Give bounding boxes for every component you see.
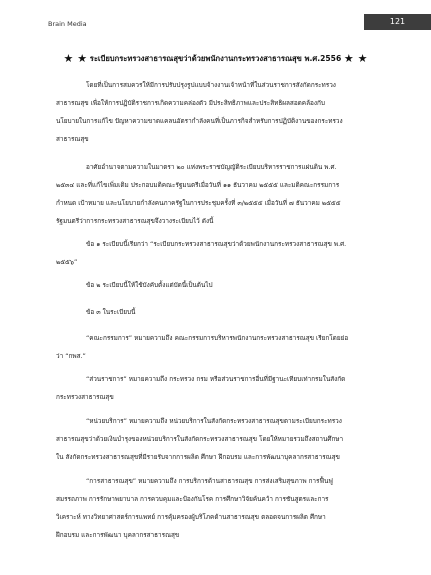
text-line: “คณะกรรมการ” หมายความถึง คณะกรรมการบริหารพนักงานกระทรวงสาธารณสุข เรียกโดยย่อ: [86, 334, 349, 342]
definition-committee: [56, 329, 386, 365]
text-line: “การสาธารณสุข” หมายความถึง การบริการด้านสาธารณสุข การส่งเสริมสุขภาพ การฟื้นฟู: [86, 477, 333, 485]
text-line: สาธารณสุข เพื่อให้การปฏิบัติราชการเกิดความคล่องตัว มีประสิทธิภาพและประสิทธิผลสอดคล้องกับ: [56, 99, 325, 107]
text-line: ข้อ ๓ ในระเบียบนี้: [86, 308, 136, 316]
document-title: [30, 52, 401, 65]
definition-service-unit: [56, 412, 386, 466]
text-line: นโยบายในการแก้ไข ปัญหาความขาดแคลนอัตรากำลังคนที่เป็นภารกิจสำหรับการปฏิบัติงานของกระทรวง: [56, 117, 343, 125]
text-line: ๒๕๕๖”: [56, 258, 78, 266]
paragraph-authority: [56, 158, 386, 230]
text-line: อาศัยอำนาจตามความในมาตรา ๒๐ แห่งพระราชบัญญัติระเบียบบริหารราชการแผ่นดิน พ.ศ.: [86, 163, 337, 171]
text-line: สมรรถภาพ การรักษาพยาบาล การควบคุมและป้องกันโรค การศึกษาวิจัยค้นคว้า การชันสูตรและการ: [56, 495, 329, 503]
publisher-name: Brain Media: [48, 20, 87, 28]
text-line: วิเคราะห์ ทางวิทยาศาสตร์การแพทย์ การคุ้มครองผู้บริโภคด้านสาธารณสุข ตลอดจนการผลิต ศึกษา: [56, 513, 326, 521]
text-line: ว่า “กพส.”: [56, 352, 86, 360]
text-line: ฝึกอบรม และการพัฒนา บุคลากรสาธารณสุข: [56, 531, 180, 539]
text-line: รัฐมนตรีว่าการกระทรวงสาธารณสุขจึงวางระเบียบไว้ ดังนี้: [56, 217, 214, 225]
text-line: กำหนด เป้าหมาย และนโยบายกำลังคนภาครัฐในการประชุมครั้งที่ ๓/๒๕๕๕ เมื่อวันที่ ๗ ธันวาคม ๒๕๕๕: [56, 199, 341, 207]
text-line: “ส่วนราชการ” หมายความถึง กระทรวง กรม หรือส่วนราชการอื่นที่มีฐานะเทียบเท่ากรมในสังกัด: [86, 375, 346, 383]
paragraph-preamble: [56, 76, 386, 148]
text-line: กระทรวงสาธารณสุข: [56, 393, 114, 401]
text-line: โดยที่เป็นการสมควรให้มีการปรับปรุงรูปแบบจ้างงานเจ้าหน้าที่ในส่วนราชการสังกัดกระทรวง: [86, 81, 336, 89]
text-line: ข้อ ๑ ระเบียบนี้เรียกว่า “ระเบียบกระทรวงสาธารณสุขว่าด้วยพนักงานกระทรวงสาธารณสุข พ.ศ.: [86, 240, 347, 248]
star-icon: ★ ★: [343, 52, 368, 65]
text-line: ๒๕๓๔ และที่แก้ไขเพิ่มเติม ประกอบมติคณะรัฐมนตรีเมื่อวันที่ ๑๑ ธันวาคม ๒๕๕๕ และมติคณะกรรมการ: [56, 181, 340, 189]
clause-1: [56, 235, 386, 271]
clause-2: [56, 276, 386, 294]
star-icon: ★ ★: [63, 52, 88, 65]
definition-agency: [56, 370, 386, 406]
definition-public-health: [56, 472, 386, 544]
text-line: สาธารณสุขว่าด้วยเงินบำรุงของหน่วยบริการในสังกัดกระทรวงสาธารณสุข โดยให้หมายรวมถึงสถานศึกษา: [56, 435, 344, 443]
text-line: “หน่วยบริการ” หมายความถึง หน่วยบริการในสังกัดกระทรวงสาธารณสุขตามระเบียบกระทรวง: [86, 417, 342, 425]
page-number-badge: 121: [364, 14, 431, 30]
title-text: ระเบียบกระทรวงสาธารณสุขว่าด้วยพนักงานกระทรวงสาธารณสุข พ.ศ.2556: [89, 54, 342, 63]
text-line: ใน สังกัดกระทรวงสาธารณสุขที่มีรายรับจากการผลิต ศึกษา ฝึกอบรม และการพัฒนาบุคลากรสาธารณสุข: [56, 453, 340, 461]
text-line: ข้อ ๒ ระเบียบนี้ให้ใช้บังคับตั้งแต่บัดนี้เป็นต้นไป: [86, 281, 213, 289]
clause-3: [56, 303, 386, 321]
text-line: สาธารณสุข: [56, 135, 89, 143]
